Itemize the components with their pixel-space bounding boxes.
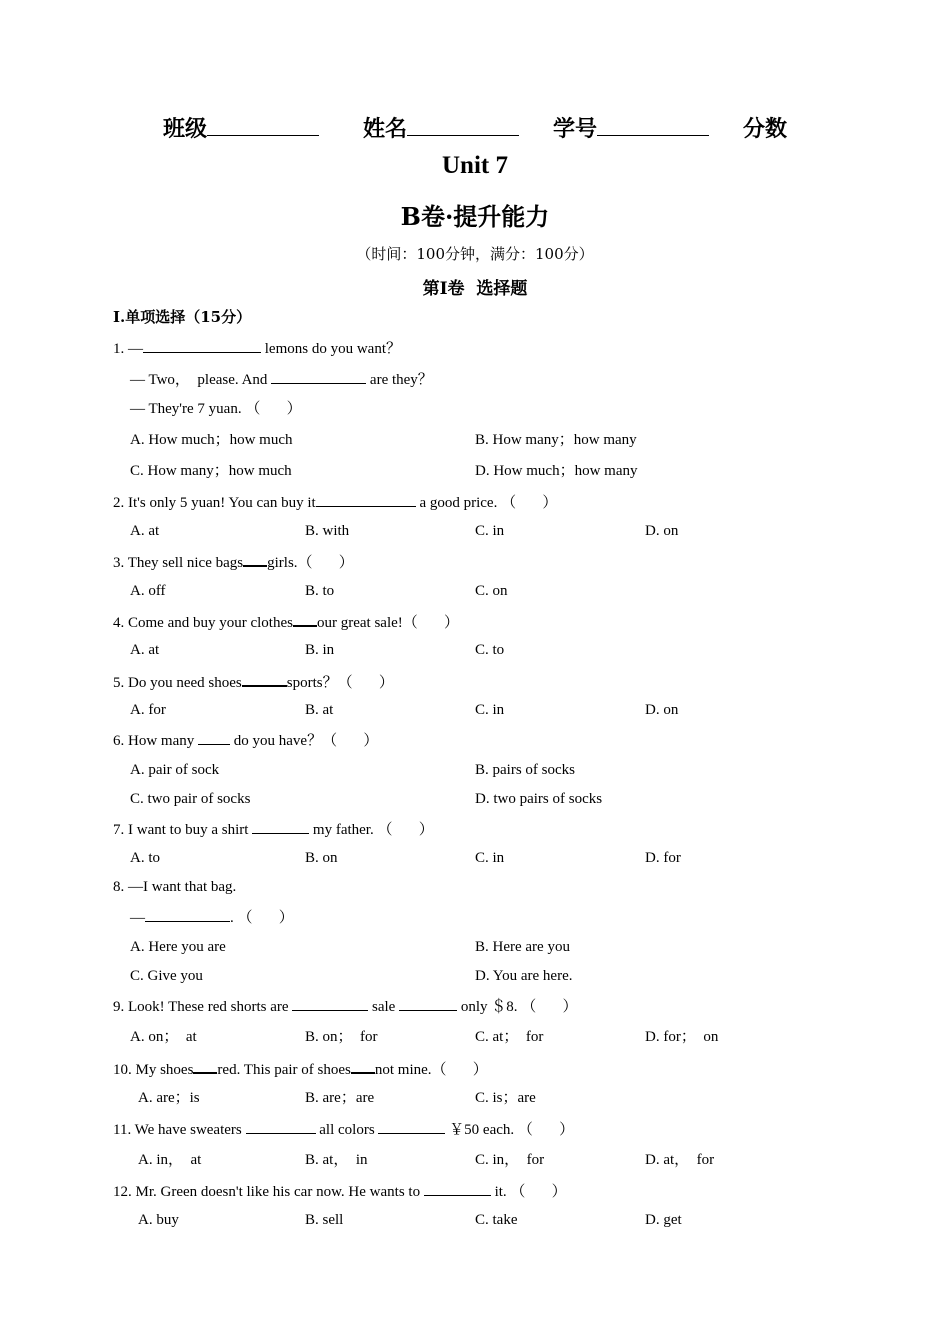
time-note: （时间：100分钟，满分：100分） bbox=[356, 245, 594, 263]
option[interactable]: D. get bbox=[645, 1212, 682, 1228]
class-field bbox=[163, 112, 319, 143]
question-7: 7. I want to buy a shirt my father. （ ） bbox=[113, 819, 434, 840]
page-subtitle: B卷·提升能力 bbox=[400, 202, 550, 231]
option[interactable]: A. off bbox=[130, 583, 166, 599]
part-title: 第Ⅰ卷 选择题 bbox=[422, 279, 528, 299]
answer-blank[interactable] bbox=[252, 819, 309, 834]
option[interactable]: C. at； for bbox=[475, 1029, 544, 1045]
option[interactable]: D. for； on bbox=[645, 1029, 719, 1045]
option[interactable]: B. at， in bbox=[305, 1152, 368, 1168]
question-4: 4. Come and buy your clothes our great sale!（ ） bbox=[113, 611, 459, 633]
question-8-line2: — . （ ） bbox=[130, 907, 294, 928]
option[interactable]: B. Here are you bbox=[475, 939, 570, 955]
option[interactable]: A. for bbox=[130, 702, 166, 718]
answer-blank[interactable] bbox=[316, 492, 416, 507]
option[interactable]: C. in bbox=[475, 702, 505, 718]
answer-blank[interactable] bbox=[242, 671, 287, 687]
score-label: 分数 bbox=[743, 116, 788, 142]
section-title: Ⅰ.单项选择（15分） bbox=[113, 308, 252, 326]
name-label: 姓名 bbox=[363, 116, 408, 142]
option[interactable]: D. at， for bbox=[645, 1152, 715, 1168]
option[interactable]: B. on； for bbox=[305, 1029, 378, 1045]
number-label: 学号 bbox=[553, 116, 598, 142]
number-field bbox=[553, 112, 709, 143]
option[interactable]: D. for bbox=[645, 850, 681, 866]
question-9: 9. Look! These red shorts are sale only ＄8. （ ） bbox=[113, 996, 578, 1017]
option[interactable]: A. at bbox=[130, 642, 160, 658]
option[interactable]: D. on bbox=[645, 523, 679, 539]
option[interactable]: B. to bbox=[305, 583, 335, 599]
option[interactable]: B. on bbox=[305, 850, 338, 866]
answer-blank[interactable] bbox=[351, 1058, 375, 1074]
option[interactable]: B. are；are bbox=[305, 1090, 375, 1106]
question-3: 3. They sell nice bags girls.（ ） bbox=[113, 551, 354, 573]
answer-blank[interactable] bbox=[399, 996, 457, 1011]
option[interactable]: C. in bbox=[475, 850, 505, 866]
number-blank[interactable] bbox=[597, 117, 709, 136]
option[interactable]: D. on bbox=[645, 702, 679, 718]
option[interactable]: A. in， at bbox=[138, 1152, 202, 1168]
class-label: 班级 bbox=[163, 116, 208, 142]
option[interactable]: C. take bbox=[475, 1212, 518, 1228]
option[interactable]: C. on bbox=[475, 583, 508, 599]
option[interactable]: A. on； at bbox=[130, 1029, 197, 1045]
answer-blank[interactable] bbox=[378, 1119, 445, 1134]
answer-blank[interactable] bbox=[198, 730, 230, 745]
option[interactable]: A. buy bbox=[138, 1212, 179, 1228]
answer-blank[interactable] bbox=[292, 996, 368, 1011]
option[interactable]: A. at bbox=[130, 523, 160, 539]
question-1-line3: — They're 7 yuan. （ ） bbox=[130, 401, 302, 417]
name-blank[interactable] bbox=[407, 117, 519, 136]
answer-blank[interactable] bbox=[243, 551, 267, 567]
option[interactable]: A. How much；how much bbox=[130, 432, 293, 448]
answer-blank[interactable] bbox=[145, 907, 230, 922]
option[interactable]: B. sell bbox=[305, 1212, 344, 1228]
score-field bbox=[743, 112, 787, 143]
answer-blank[interactable] bbox=[293, 611, 317, 627]
question-10: 10. My shoes red. This pair of shoes not mine.（ ） bbox=[113, 1058, 488, 1080]
option[interactable]: A. to bbox=[130, 850, 160, 866]
option[interactable]: C. to bbox=[475, 642, 505, 658]
question-5: 5. Do you need shoes sports？（ ） bbox=[113, 671, 394, 693]
option[interactable]: C. two pair of socks bbox=[130, 791, 251, 807]
option[interactable]: C. Give you bbox=[130, 968, 203, 984]
option[interactable]: D. How much；how many bbox=[475, 463, 638, 479]
option[interactable]: B. with bbox=[305, 523, 350, 539]
question-8: 8. —I want that bag. bbox=[113, 879, 237, 895]
option[interactable]: A. pair of sock bbox=[130, 762, 220, 778]
answer-blank[interactable] bbox=[271, 369, 366, 384]
question-1-line2: — Two， please. And are they？ bbox=[130, 369, 433, 390]
name-field bbox=[363, 112, 519, 143]
question-12: 12. Mr. Green doesn't like his car now. He wants to it. （ ） bbox=[113, 1181, 567, 1202]
option[interactable]: C. How many；how much bbox=[130, 463, 292, 479]
answer-blank[interactable] bbox=[246, 1119, 316, 1134]
option[interactable]: D. You are here. bbox=[475, 968, 573, 984]
answer-blank[interactable] bbox=[143, 338, 261, 353]
answer-blank[interactable] bbox=[193, 1058, 217, 1074]
option[interactable]: B. in bbox=[305, 642, 335, 658]
option[interactable]: C. in bbox=[475, 523, 505, 539]
option[interactable]: B. How many；how many bbox=[475, 432, 637, 448]
question-11: 11. We have sweaters all colors ￥50 each. （ ） bbox=[113, 1119, 574, 1140]
option[interactable]: D. two pairs of socks bbox=[475, 791, 603, 807]
option[interactable]: B. at bbox=[305, 702, 334, 718]
option[interactable]: A. Here you are bbox=[130, 939, 226, 955]
option[interactable]: A. are；is bbox=[138, 1090, 200, 1106]
class-blank[interactable] bbox=[207, 117, 319, 136]
question-6: 6. How many do you have？（ ） bbox=[113, 730, 378, 751]
answer-blank[interactable] bbox=[424, 1181, 491, 1196]
option[interactable]: C. is；are bbox=[475, 1090, 536, 1106]
option[interactable]: C. in， for bbox=[475, 1152, 545, 1168]
question-1: 1. — lemons do you want？ bbox=[113, 338, 401, 359]
option[interactable]: B. pairs of socks bbox=[475, 762, 575, 778]
question-2: 2. It's only 5 yuan! You can buy it a good price. （ ） bbox=[113, 492, 557, 513]
page-title: Unit 7 bbox=[442, 152, 508, 179]
